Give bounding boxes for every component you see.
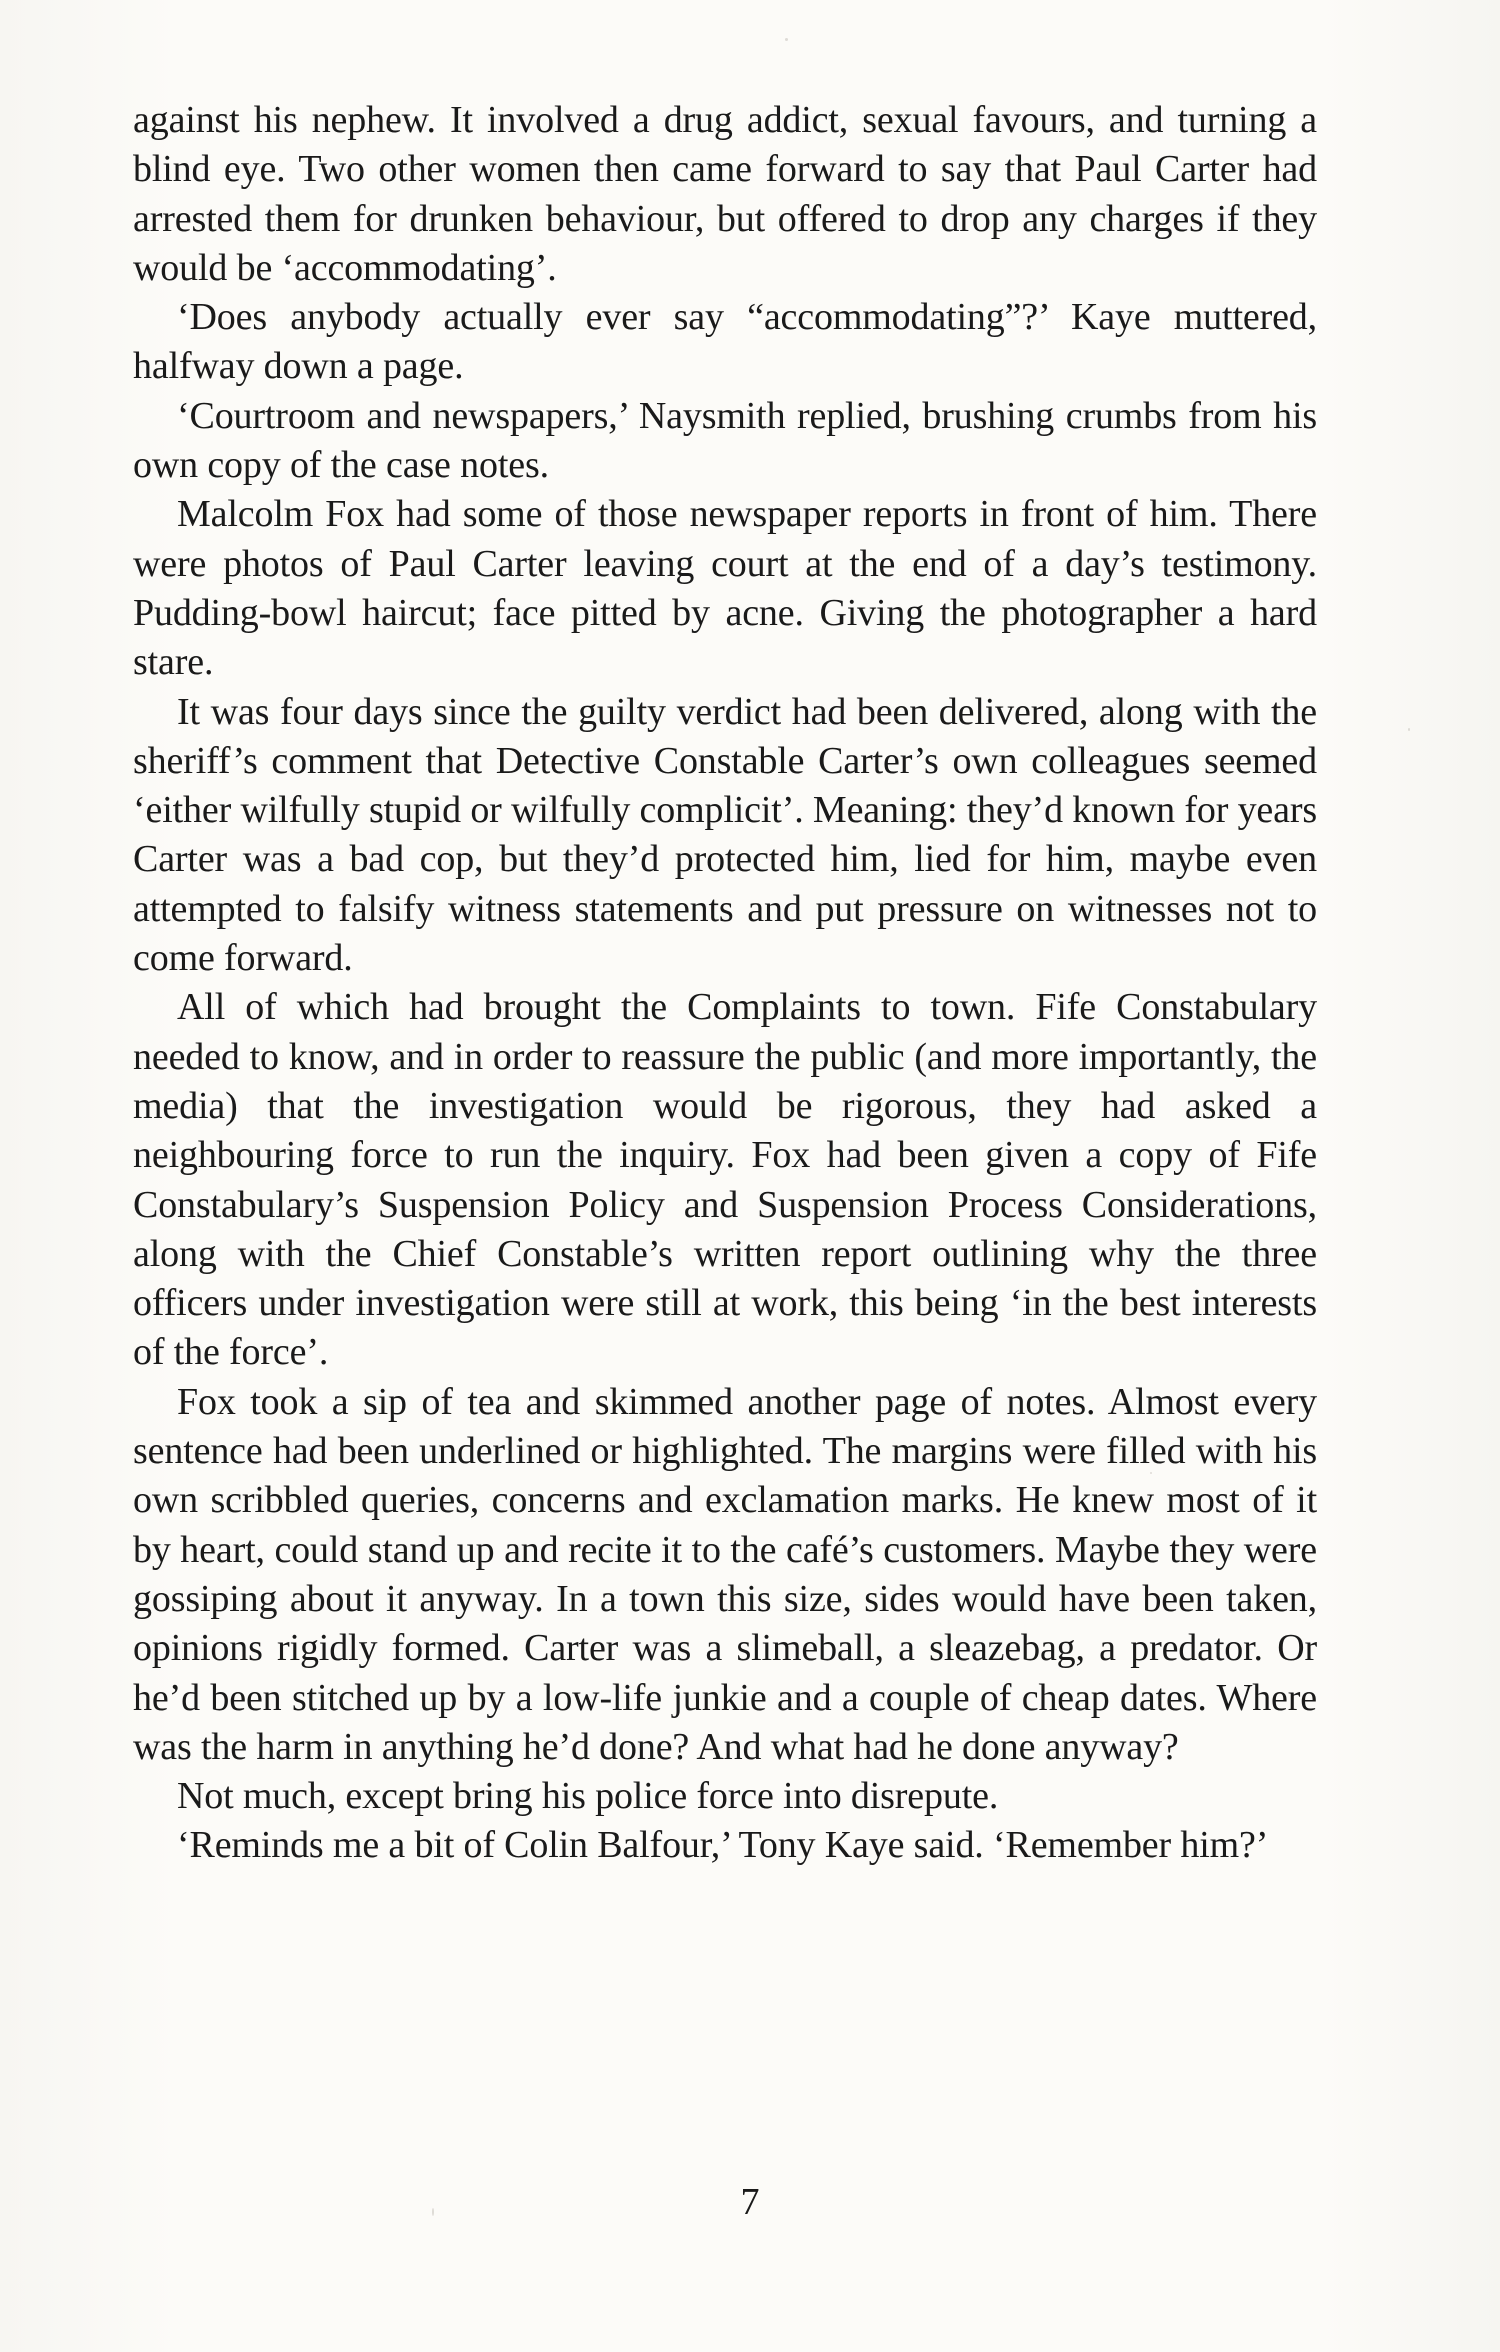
paragraph: Fox took a sip of tea and skimmed another page of notes. Almost every sentence had been underlined or highlighted. The margins were filled with his own scribbled queries, concerns and exclamation marks. He knew most of it by heart, could stand up and recite it to the café’s customers. Maybe they were gossiping about it anyway. In a town this size, sides would have been taken, opinions rigidly formed. Carter was a slimeball, a sleazebag, a predator. Or he’d been stitched up by a low-life junkie and a couple of cheap dates. Where was the harm in anything he’d done? And what had he done anyway? xyxy=(133,1380,1317,1768)
paragraph: All of which had brought the Complaints to town. Fife Constabulary needed to know, and in order to reassure the public (and more importantly, the media) that the investigation would be rigorous, they had asked a neighbouring force to run the inquiry. Fox had been given a copy of Fife Constabulary’s Suspension Policy and Suspension Process Considerations, along with the Chief Constable’s written report outlining why the three officers under investigation were still at work, this being ‘in the best interests of the force’. xyxy=(133,986,1317,1374)
paragraph: ‘Courtroom and newspapers,’ Naysmith replied, brushing crumbs from his own copy of the case notes. xyxy=(133,394,1317,487)
body-text xyxy=(133,96,1317,1871)
paragraph: It was four days since the guilty verdict had been delivered, along with the sheriff’s comment that Detective Constable Carter’s own colleagues seemed ‘either wilfully stupid or wilfully complicit’. Meaning: they’d known for years Carter was a bad cop, but they’d protected him, lied for him, maybe even attempted to falsify witness statements and put pressure on witnesses not to come forward. xyxy=(133,690,1317,980)
paragraph: Not much, except bring his police force into disrepute. xyxy=(177,1775,999,1818)
paragraph: ‘Does anybody actually ever say “accommodating”?’ Kaye muttered, halfway down a page. xyxy=(133,296,1317,388)
paragraph: against his nephew. It involved a drug addict, sexual favours, and turning a blind eye. Two other women then came forward to say that Paul Carter had arrested them for drunken behaviour, but offered to drop any charges if they would be ‘accommodating’. xyxy=(133,99,1317,289)
paragraph: Malcolm Fox had some of those newspaper reports in front of him. There were photos of Paul Carter leaving court at the end of a day’s testimony. Pudding-bowl haircut; face pitted by acne. Giving the photographer a hard stare. xyxy=(133,493,1317,684)
page-number: 7 xyxy=(740,2181,760,2223)
paragraph: ‘Reminds me a bit of Colin Balfour,’ Tony Kaye said. ‘Remember him?’ xyxy=(177,1824,1269,1867)
paper-speck xyxy=(785,38,788,41)
paper-speck xyxy=(1408,728,1410,731)
